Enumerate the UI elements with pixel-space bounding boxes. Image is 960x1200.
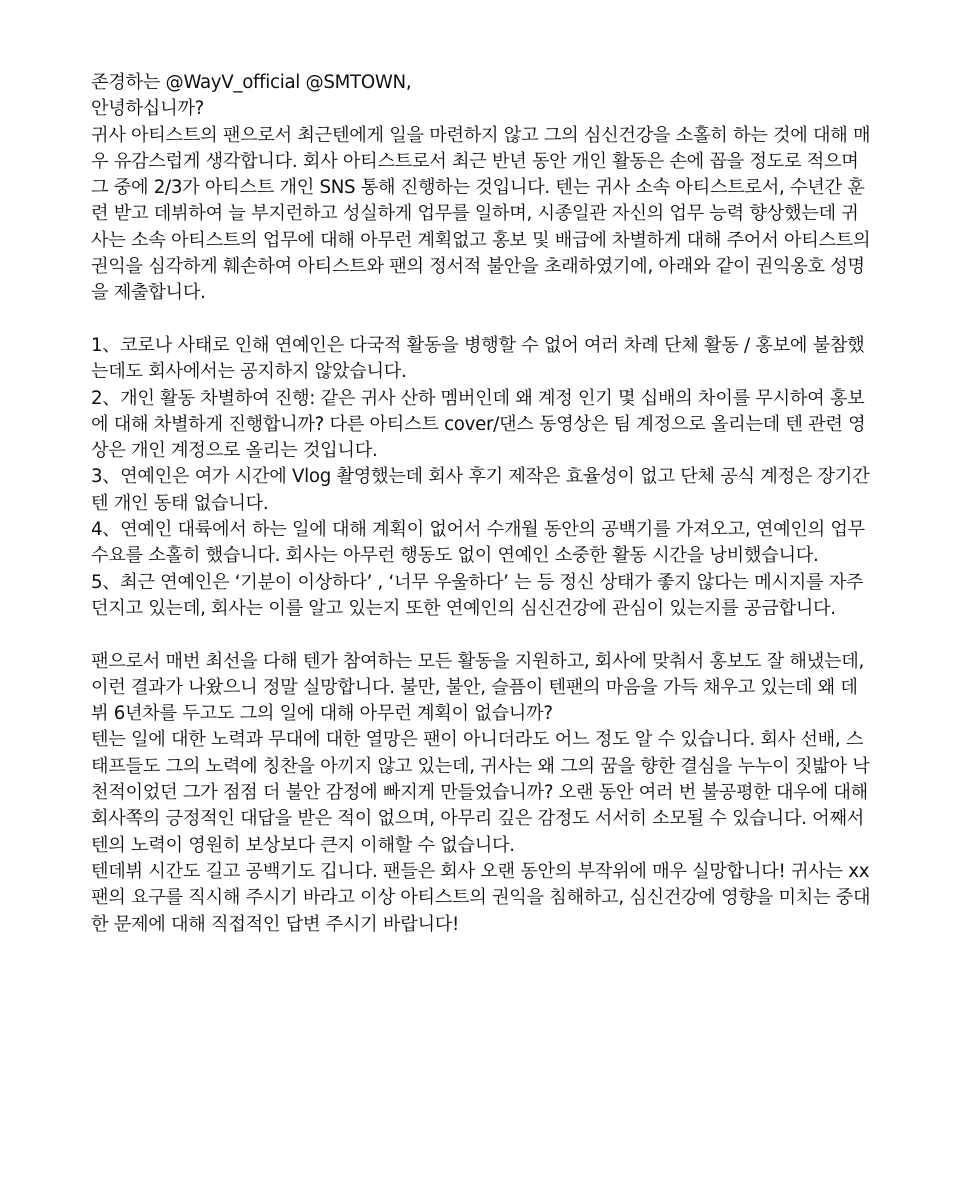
letter-body bbox=[91, 70, 871, 938]
point-item: 1、코로나 사태로 인해 연예인은 다국적 활동을 병행할 수 없어 여러 차례 단체 활동 / 홍보에 불참했는데도 회사에서는 공지하지 않았습니다. bbox=[91, 334, 865, 383]
point-item: 2、개인 활동 차별하여 진행: 같은 귀사 산하 멤버인데 왜 계정 인기 몇 십배의 차이를 무시하여 홍보에 대해 차별하게 진행합니까? 다른 아티스트 cover/댄스 동영상은 팀 계정으로 올리는데 텐 관련 영상은 개인 계정으로 올리는 것입니다. bbox=[91, 387, 866, 462]
point-item: 5、최근 연예인은 ‘기분이 이상하다’ , ‘너무 우울하다’ 는 등 정신 상태가 좋지 않다는 메시지를 자주 던지고 있는데, 회사는 이를 알고 있는지 또한 연예인의 심신건강에 관심이 있는지를 공금합니다. bbox=[91, 571, 864, 619]
intro-paragraph: 귀사 아티스트의 팬으로서 최근텐에게 일을 마련하지 않고 그의 심신건강을 소홀히 하는 것에 대해 매우 유감스럽게 생각합니다. 회사 아티스트로서 최근 반년 동안 개인 활동은 손에 꼽을 정도로 적으며 그 중에 2/3가 아티스트 개인 SNS 통해 진행하는 것입니다. 텐는 귀사 소속 아티스트로서, 수년간 훈련 받고 데뷔하여 늘 부지런하고 성실하게 업무를 일하며, 시종일관 자신의 업무 능력 향상했는데 귀사는 소속 아티스트의 업무에 대해 아무런 계획없고 홍보 및 배급에 차별하게 대해 주어서 아티스트의 권익을 심각하게 훼손하여 아티스트와 팬의 정서적 불안을 초래하였기에, 아래와 같이 권익옹호 성명을 제출합니다. bbox=[91, 124, 871, 304]
closing-paragraph: 텐데뷔 시간도 길고 공백기도 깁니다. 팬들은 회사 오랜 동안의 부작위에 매우 실망합니다! 귀사는 xx팬의 요구를 직시해 주시기 바라고 이상 아티스트의 권익을 침해하고, 심신건강에 영향을 미치는 중대한 문제에 대해 직접적인 답변 주시기 바랍니다! bbox=[91, 860, 871, 935]
closing-paragraph: 텐는 일에 대한 노력과 무대에 대한 열망은 팬이 아니더라도 어느 정도 알 수 있습니다. 회사 선배, 스태프들도 그의 노력에 칭찬을 아끼지 않고 있는데, 귀사는 왜 그의 꿈을 향한 결심을 누누이 짓밟아 낙천적이었던 그가 점점 더 불안 감정에 빠지게 만들었습니까? 오랜 동안 여러 번 불공평한 대우에 대해 회사쪽의 긍정적인 대답을 받은 적이 없으며, 아무리 깊은 감정도 서서히 소모될 수 있습니다. 어째서 텐의 노력이 영원히 보상보다 큰지 이해할 수 없습니다. bbox=[91, 729, 870, 856]
paragraph-gap bbox=[91, 307, 871, 333]
greeting: 안녕하십니까? bbox=[91, 98, 204, 120]
point-item: 3、연예인은 여가 시간에 Vlog 촬영했는데 회사 후기 제작은 효율성이 없고 단체 공식 계정은 장기간 텐 개인 동태 없습니다. bbox=[91, 466, 870, 514]
closing-paragraph: 팬으로서 매번 최선을 다해 텐가 참여하는 모든 활동을 지원하고, 회사에 맞춰서 홍보도 잘 해냈는데, 이런 결과가 나왔으니 정말 실망합니다. 불만, 불안, 슬픔이 텐팬의 마음을 가득 채우고 있는데 왜 데뷔 6년차를 두고도 그의 일에 대해 아무런 계획이 없습니까? bbox=[91, 650, 864, 725]
paragraph-gap bbox=[91, 622, 871, 648]
salutation: 존경하는 @WayV_official @SMTOWN, bbox=[91, 72, 412, 93]
point-item: 4、연예인 대륙에서 하는 일에 대해 계획이 없어서 수개월 동안의 공백기를 가져오고, 연예인의 업무 수요를 소홀히 했습니다. 회사는 아무런 행동도 없이 연예인 소중한 활동 시간을 낭비했습니다. bbox=[91, 519, 865, 567]
